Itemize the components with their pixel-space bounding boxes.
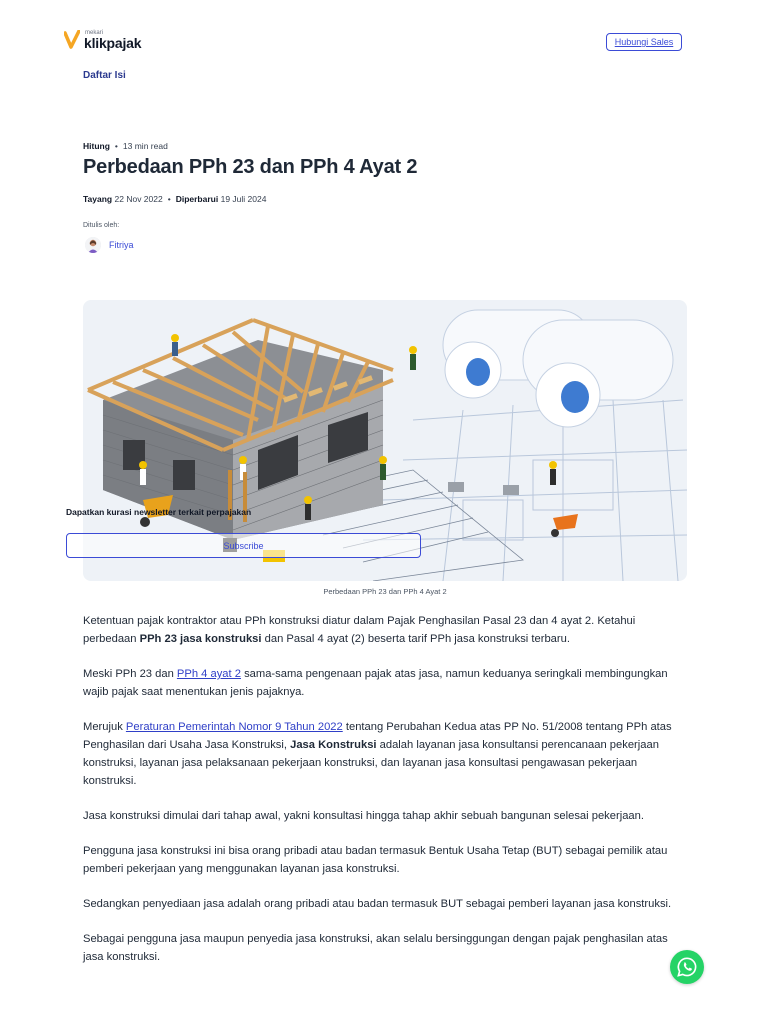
publish-dates xyxy=(83,194,266,204)
klikpajak-logo-icon xyxy=(64,30,80,50)
updated-label: Diperbarui xyxy=(175,194,219,204)
category-link[interactable]: Hitung xyxy=(83,141,110,151)
paragraph xyxy=(83,718,688,790)
logo-brand-name: klikpajak xyxy=(84,35,142,51)
paragraph: Sedangkan penyediaan jasa adalah orang pribadi atau badan termasuk BUT sebagai pemberi layanan jasa konstruksi. xyxy=(83,898,672,910)
subscribe-button[interactable]: Subscribe xyxy=(66,533,421,558)
author-name: Fitriya xyxy=(109,240,134,250)
page-title: Perbedaan PPh 23 dan PPh 4 Ayat 2 xyxy=(83,156,418,178)
table-of-contents-toggle[interactable]: Daftar Isi xyxy=(83,70,126,81)
author-link[interactable] xyxy=(85,237,134,253)
whatsapp-chat-button[interactable] xyxy=(670,950,704,984)
hero-caption: Perbedaan PPh 23 dan PPh 4 Ayat 2 xyxy=(323,587,447,596)
site-logo[interactable] xyxy=(64,30,141,50)
separator-dot: • xyxy=(114,141,118,151)
paragraph-text: tentang Perubahan Kedua atas PP No. 51/2008 tentang PPh atas Penghasilan dari Usaha Jasa Konstruksi, xyxy=(83,721,672,751)
category-line xyxy=(83,141,168,151)
pph-4-ayat-2-link[interactable]: PPh 4 ayat 2 xyxy=(176,668,241,680)
newsletter-prompt: Dapatkan kurasi newsletter terkait perpajakan xyxy=(66,507,252,517)
read-time: 13 min read xyxy=(122,141,168,151)
paragraph: Pengguna jasa konstruksi ini bisa orang pribadi atau badan termasuk Bentuk Usaha Tetap (BUT) sebagai pemilik atau pemberi pekerjaan yang menggunakan layanan jasa konstruksi. xyxy=(83,845,668,875)
paragraph-text: sama-sama pengenaan pajak atas jasa, namun keduanya seringkali membingungkan wajib pajak saat menentukan jenis pajaknya. xyxy=(83,668,668,698)
paragraph-text: Ketentuan pajak kontraktor atau PPh konstruksi diatur dalam Pajak Penghasilan Pasal 23 dan 4 ayat 2. Ketahui perbedaan xyxy=(83,615,636,645)
paragraph-text: dan Pasal 4 ayat (2) beserta tarif PPh jasa konstruksi terbaru. xyxy=(261,633,570,645)
updated-date: 19 Juli 2024 xyxy=(220,194,267,204)
published-date: 22 Nov 2022 xyxy=(114,194,163,204)
written-by-label: Ditulis oleh: xyxy=(83,222,120,229)
contact-sales-button[interactable]: Hubungi Sales xyxy=(606,33,682,51)
paragraph-text: Merujuk xyxy=(83,721,126,733)
pp-9-2022-link[interactable]: Peraturan Pemerintah Nomor 9 Tahun 2022 xyxy=(125,721,343,733)
avatar xyxy=(85,237,101,253)
published-label: Tayang xyxy=(83,194,113,204)
whatsapp-icon xyxy=(676,956,698,978)
paragraph-text: Meski PPh 23 dan xyxy=(83,668,177,680)
paragraph: Sebagai pengguna jasa maupun penyedia jasa konstruksi, akan selalu bersinggungan dengan pajak penghasilan atas jasa konstruksi. xyxy=(83,933,668,963)
paragraph: Jasa konstruksi dimulai dari tahap awal, yakni konsultasi hingga tahap akhir sebuah bangunan selesai pekerjaan. xyxy=(83,810,644,822)
separator-dot: • xyxy=(167,194,171,204)
logo-brand-small: mekari xyxy=(85,30,104,36)
paragraph-bold-text: Jasa Konstruksi xyxy=(290,739,377,751)
article-body xyxy=(83,612,688,983)
paragraph-bold-text: PPh 23 jasa konstruksi xyxy=(139,633,262,645)
paragraph-text: adalah layanan jasa konsultansi perencanaan pekerjaan konstruksi, layanan jasa pelaksanaan pekerjaan konstruksi, dan layanan jasa konsultasi pengawasan pekerjaan konstruksi. xyxy=(83,739,659,787)
paragraph xyxy=(83,665,688,701)
paragraph xyxy=(83,612,688,648)
